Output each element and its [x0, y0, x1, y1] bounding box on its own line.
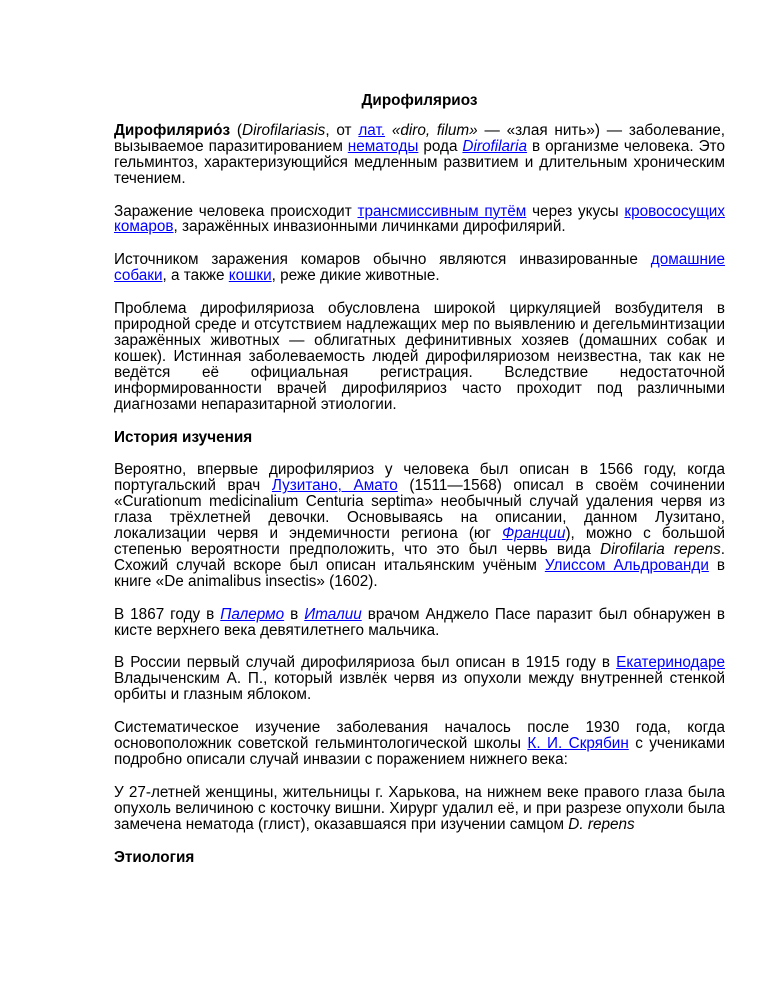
paragraph — [114, 655, 725, 703]
paragraph — [114, 252, 725, 284]
text-run: в — [284, 605, 305, 623]
text-run: , а также — [162, 267, 229, 285]
text-run: . Схожий случай вскоре был описан итальянским учёным — [114, 540, 726, 574]
text-run: Систематическое изучение заболевания началось после 1930 года, когда основоположник советской гельминтологической школы — [114, 719, 725, 753]
text-run: с учениками подробно описали случай инвазии с поражением нижнего века: — [114, 735, 725, 768]
text-run: в организме человека. Это гельминтоз, характеризующийся медленным развитием и длительным хроническим течением. — [114, 137, 725, 187]
text-run: ), можно с большой степенью вероятности предположить, что это был червь вида — [114, 525, 725, 558]
hyperlink[interactable]: Dirofilaria — [462, 137, 528, 155]
text-run: Проблема дирофиляриоза обусловлена широкой циркуляцией возбудителя в природной среде и отсутствием надлежащих мер по выявлению и дегельминтизации заражённых животных — облигатных дефинитивных хозяев (домашних собак и кошек). Истинная заболеваемость людей дирофиляриозом неизвестна, так как не ведётся её официальная регистрация. Вследствие недостаточной информированности врачей дирофиляриоз часто проходит под различными диагнозами непаразитарной этиологии. — [114, 300, 725, 413]
hyperlink[interactable]: кровососущих комаров — [114, 202, 725, 236]
paragraph — [114, 462, 725, 589]
hyperlink[interactable]: домашние собаки — [114, 251, 725, 285]
paragraph — [114, 204, 725, 236]
text-run: Заражение человека происходит — [114, 202, 358, 220]
text-run: , заражённых инвазионными личинками дирофилярий. — [173, 218, 566, 236]
paragraph — [114, 720, 725, 768]
text-run: D. repens — [568, 815, 635, 833]
text-run: врачом Анджело Пасе паразит был обнаружен в кисте верхнего века девятилетнего мальчика. — [114, 605, 725, 639]
paragraph — [114, 301, 725, 412]
hyperlink[interactable]: Франции — [502, 525, 566, 543]
text-run: — «злая нить») — заболевание, вызываемое паразитированием — [114, 121, 725, 155]
text-run — [385, 122, 392, 139]
hyperlink[interactable]: К. И. Скрябин — [527, 735, 629, 753]
text-run: Dirofilariasis — [242, 121, 326, 139]
text-run: У 27-летней женщины, жительницы г. Харькова, на нижнем веке правого глаза была опухоль величиною с косточку вишни. Хирург удалил её, и при разрезе опухоли была замечена нематода (глист), оказавшаяся при изучении самцом — [114, 783, 725, 833]
text-run: Дирофилярио́з — [114, 121, 231, 139]
text-run: через укусы — [526, 202, 625, 220]
text-run: Вероятно, впервые дирофиляриоз у человека был описан в 1566 году, когда португальский врач — [114, 461, 725, 495]
text-run: в книге «De animalibus insectis» (1602). — [114, 556, 725, 590]
hyperlink[interactable]: Палермо — [220, 605, 285, 623]
text-run: (1511—1568) описал в своём сочинении «Curationum medicinalium Centuria septima» необычный случай удаления червя из глаза трёхлетней девочки. Основываясь на описании, данном Лузитано, локализации червя и эндемичности региона (юг — [114, 477, 725, 543]
document-body — [114, 123, 725, 866]
hyperlink[interactable]: трансмиссивным путём — [357, 202, 527, 220]
text-run: В России первый случай дирофиляриоза был описан в 1915 году в — [114, 654, 617, 672]
hyperlink[interactable]: лат. — [358, 121, 386, 139]
paragraph — [114, 607, 725, 639]
hyperlink[interactable]: кошки — [228, 267, 272, 285]
text-run: , от — [325, 121, 359, 139]
hyperlink[interactable]: Екатеринодаре — [616, 654, 725, 672]
hyperlink[interactable]: Лузитано, Амато — [271, 477, 398, 495]
text-run: Dirofilaria repens — [600, 540, 721, 558]
section-heading: История изучения — [114, 428, 253, 446]
hyperlink[interactable]: нематоды — [347, 137, 419, 155]
hyperlink[interactable]: Улиссом Альдрованди — [544, 556, 709, 574]
text-run: В 1867 году в — [114, 605, 221, 623]
paragraph — [114, 123, 725, 187]
document-page — [114, 93, 725, 883]
hyperlink[interactable]: Италии — [304, 605, 362, 623]
text-run: , реже дикие животные. — [271, 267, 440, 285]
section-heading: Этиология — [114, 848, 195, 866]
text-run: Владыченским А. П., который извлёк червя из опухоли между внутренней стенкой орбиты и глазным яблоком. — [114, 670, 725, 704]
text-run: Источником заражения комаров обычно являются инвазированные — [114, 251, 651, 269]
text-run: «diro, filum» — [391, 121, 478, 139]
text-run: рода — [418, 137, 463, 155]
text-run: ( — [230, 121, 243, 139]
paragraph — [114, 785, 725, 833]
document-title: Дирофиляриоз — [361, 92, 478, 109]
